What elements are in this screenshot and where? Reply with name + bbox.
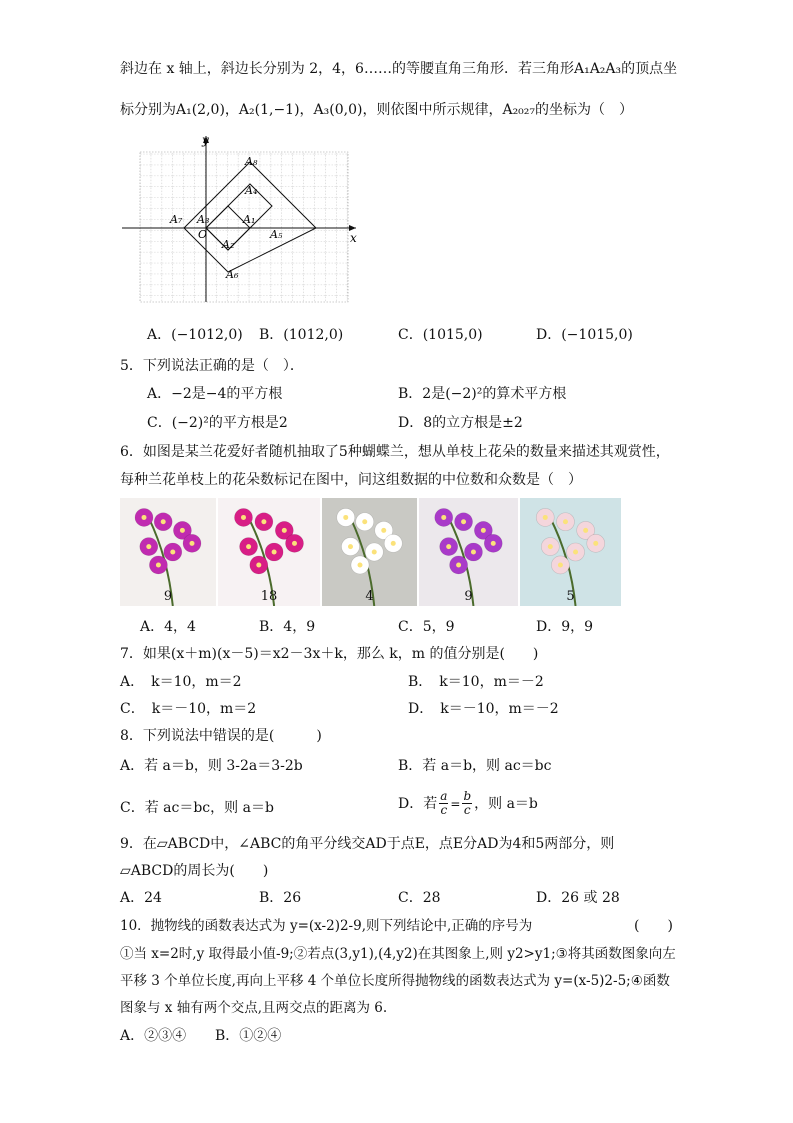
q10-answer-paren: ( ): [634, 918, 673, 934]
q7-option-a[interactable]: A． k＝10，m＝2: [120, 674, 242, 690]
orchid-flower-count: 18: [260, 589, 278, 604]
q8-option-d[interactable]: D．若 $\frac{a}{c}$ = $\frac{b}{c}$ ，则 a＝b: [398, 789, 538, 817]
fraction-b-over-c: $\frac{b}{c}$: [463, 789, 472, 817]
q8-stem: 8．下列说法中错误的是( ): [120, 728, 322, 744]
q8-option-d-prefix: D．若: [398, 795, 438, 812]
q6-stem-2: 每种兰花单枝上的花朵数标记在图中，问这组数据的中位数和众数是（ ）: [120, 472, 582, 488]
x-axis-label: x: [350, 231, 357, 245]
orchid-photo: [419, 498, 518, 606]
q5-option-c[interactable]: C．(−2)²的平方根是2: [147, 415, 288, 431]
q6-option-d[interactable]: D．9，9: [536, 619, 594, 635]
q8-option-c[interactable]: C．若 ac＝bc，则 a＝b: [120, 800, 274, 816]
origin-label: O: [198, 228, 208, 241]
coordinate-figure: [118, 132, 368, 304]
q5-option-b[interactable]: B．2是(−2)²的算术平方根: [398, 386, 567, 402]
q6-stem-1: 6．如图是某兰花爱好者随机抽取了5种蝴蝶兰，想从单枝上花朵的数量来描述其观赏性，: [120, 444, 670, 460]
q4-option-c[interactable]: C．(1015,0): [398, 327, 483, 343]
point-a7: A₇: [170, 213, 183, 226]
point-a5: A₅: [270, 228, 283, 241]
q8-option-d-suffix: ，则 a＝b: [474, 795, 538, 812]
q7-option-c[interactable]: C． k＝－10，m＝2: [120, 701, 257, 717]
fraction-a-over-c: $\frac{a}{c}$: [440, 789, 448, 817]
orchid-flower-count: 9: [163, 589, 173, 604]
q5-option-d[interactable]: D．8的立方根是±2: [398, 415, 523, 431]
orchid-photo: [520, 498, 621, 606]
q10-line-4: 图象与 x 轴有两个交点,且两交点的距离为 6.: [120, 1000, 388, 1016]
q7-option-b[interactable]: B． k＝10，m＝－2: [408, 674, 544, 690]
q6-option-a[interactable]: A．4，4: [140, 619, 196, 635]
q10-stem: 10．抛物线的函数表达式为 y=(x-2)2-9,则下列结论中,正确的序号为: [120, 918, 533, 934]
point-a2: A₂: [222, 238, 235, 251]
q5-stem: 5．下列说法正确的是（ ）．: [120, 358, 304, 374]
q6-option-c[interactable]: C．5，9: [398, 619, 455, 635]
orchid-flower-count: 5: [566, 589, 575, 604]
point-a6: A₆: [226, 268, 239, 281]
intro-line-1: 斜边在 x 轴上，斜边长分别为 2，4，6……的等腰直角三角形．若三角形A₁A₂A₃的顶点坐: [120, 61, 678, 77]
y-axis-label: y: [202, 133, 209, 147]
q7-stem: 7．如果(x＋m)(x－5)＝x2－3x＋k，那么 k，m 的值分别是( ): [120, 646, 539, 662]
orchid-flower-count: 9: [464, 589, 473, 604]
q7-option-d[interactable]: D． k＝－10，m＝－2: [408, 701, 559, 717]
q9-option-d[interactable]: D．26 或 28: [536, 890, 620, 906]
q4-option-b[interactable]: B．(1012,0): [259, 327, 344, 343]
q9-option-c[interactable]: C．28: [398, 890, 441, 906]
point-a8: A₈: [245, 155, 258, 168]
point-a4: A₄: [245, 184, 258, 197]
orchid-photo: [120, 498, 216, 606]
point-a3: A₃: [197, 213, 210, 226]
q9-option-b[interactable]: B．26: [259, 890, 302, 906]
q10-line-2: ①当 x=2时,y 取得最小值-9;②若点(3,y1),(4,y2)在其图象上,则 y2>y1;③将其函数图象向左: [120, 946, 676, 962]
q10-line-3: 平移 3 个单位长度,再向上平移 4 个单位长度所得抛物线的函数表达式为 y=(x-5)2-5;④函数: [120, 973, 670, 989]
orchid-photo: [322, 498, 417, 606]
q9-option-a[interactable]: A．24: [120, 890, 162, 906]
q5-option-a[interactable]: A．−2是−4的平方根: [147, 386, 283, 402]
q4-option-a[interactable]: A．(−1012,0): [147, 327, 243, 343]
q6-option-b[interactable]: B．4，9: [259, 619, 316, 635]
q8-option-b[interactable]: B．若 a＝b，则 ac＝bc: [398, 758, 552, 774]
q4-option-d[interactable]: D．(−1015,0): [536, 327, 633, 343]
q10-option-a[interactable]: A．②③④: [120, 1028, 187, 1044]
q10-option-b[interactable]: B．①②④: [215, 1028, 282, 1044]
q9-stem-2: ▱ABCD的周长为( ): [120, 863, 269, 879]
point-a1: A₁: [243, 213, 256, 226]
q9-stem-1: 9．在▱ABCD中，∠ABC的角平分线交AD于点E，点E分AD为4和5两部分，则: [120, 836, 615, 852]
orchid-flower-count: 4: [365, 589, 374, 604]
orchid-photo: [218, 498, 320, 606]
intro-line-2: 标分别为A₁(2,0)，A₂(1,−1)，A₃(0,0)，则依图中所示规律，A₂₀₂₇的坐标为（ ）: [120, 102, 634, 118]
q8-option-a[interactable]: A．若 a＝b，则 3-2a＝3-2b: [120, 758, 303, 774]
